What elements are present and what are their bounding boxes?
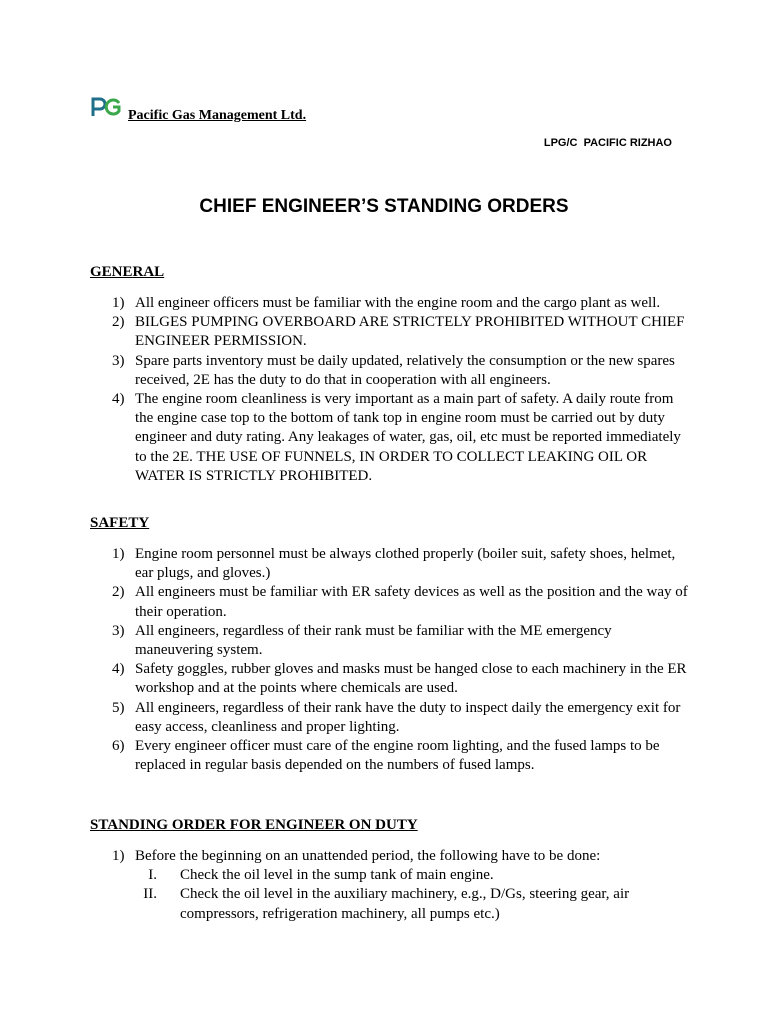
list-item bbox=[90, 294, 690, 313]
item-number: 1) bbox=[112, 295, 125, 311]
item-text: BILGES PUMPING OVERBOARD ARE STRICTELY PROHIBITED WITHOUT CHIEF ENGINEER PERMISSION. bbox=[135, 314, 685, 350]
item-text: The engine room cleanliness is very important as a main part of safety. A daily route from the engine case top to the bottom of tank top in engine room must be carried out by duty engineer and duty rating. Any leakages of water, gas, oil, etc must be reported immediately to the 2E. THE USE OF FUNNELS, IN ORDER TO COLLECT LEAKING OIL OR WATER IS STRICTLY PROHIBITED. bbox=[135, 391, 681, 484]
list-item bbox=[90, 622, 690, 660]
item-text: Every engineer officer must care of the engine room lighting, and the fused lamps to be replaced in regular basis depended on the numbers of fused lamps. bbox=[135, 738, 660, 774]
list-item bbox=[90, 352, 690, 390]
sub-list-item bbox=[135, 866, 690, 885]
item-number: 4) bbox=[112, 391, 125, 408]
item-text: Spare parts inventory must be daily updated, relatively the consumption or the new spares received, 2E has the duty to do that in cooperation with all engineers. bbox=[135, 352, 675, 388]
list-item bbox=[90, 737, 690, 775]
sub-item-number: I. bbox=[148, 867, 157, 884]
section-heading-safety: SAFETY bbox=[90, 515, 150, 531]
item-text: All engineers, regardless of their rank must be familiar with the ME emergency maneuvering system. bbox=[135, 622, 612, 659]
item-number: 6) bbox=[112, 738, 125, 755]
section-heading-duty: STANDING ORDER FOR ENGINEER ON DUTY bbox=[90, 817, 418, 833]
item-number: 3) bbox=[112, 622, 125, 639]
list-item bbox=[90, 313, 690, 351]
general-list bbox=[90, 294, 690, 486]
sub-item-text: Check the oil level in the auxiliary machinery, e.g., D/Gs, steering gear, air compressors, refrigeration machinery, all pumps etc.) bbox=[180, 886, 630, 922]
item-text: All engineer officers must be familiar with the engine room and the cargo plant as well. bbox=[135, 295, 661, 311]
sub-list bbox=[135, 866, 690, 924]
document-title: CHIEF ENGINEER’S STANDING ORDERS bbox=[199, 196, 569, 217]
item-number: 2) bbox=[112, 584, 125, 601]
sub-item-number: II. bbox=[143, 886, 157, 903]
item-number: 5) bbox=[112, 699, 125, 716]
list-item bbox=[90, 545, 690, 583]
company-name: Pacific Gas Management Ltd. bbox=[128, 108, 307, 123]
section-heading-general: GENERAL bbox=[90, 264, 165, 280]
item-number: 4) bbox=[112, 661, 125, 678]
item-number: 3) bbox=[112, 352, 125, 369]
vessel-name: LPG/C PACIFIC RIZHAO bbox=[543, 137, 672, 149]
item-text: Before the beginning on an unattended period, the following have to be done: bbox=[135, 848, 601, 864]
duty-list bbox=[90, 847, 690, 924]
list-item bbox=[90, 847, 690, 924]
item-number: 1) bbox=[112, 546, 125, 562]
item-text: Safety goggles, rubber gloves and masks must be hanged close to each machinery in the ER workshop and at the points where chemicals are used. bbox=[135, 661, 687, 697]
list-item bbox=[90, 699, 690, 737]
item-text: All engineers, regardless of their rank have the duty to inspect daily the emergency exit for easy access, cleanliness and proper lighting. bbox=[135, 699, 681, 735]
item-number: 2) bbox=[112, 314, 125, 331]
item-text: All engineers must be familiar with ER safety devices as well as the position and the way of their operation. bbox=[135, 584, 688, 620]
list-item bbox=[90, 583, 690, 621]
company-logo bbox=[90, 96, 122, 118]
sub-list-item bbox=[135, 885, 690, 923]
item-text: Engine room personnel must be always clothed properly (boiler suit, safety shoes, helmet, ear plugs, and gloves.) bbox=[135, 546, 676, 582]
list-item bbox=[90, 390, 690, 486]
sub-item-text: Check the oil level in the sump tank of main engine. bbox=[180, 867, 494, 884]
list-item bbox=[90, 660, 690, 698]
item-number: 1) bbox=[112, 848, 125, 864]
safety-list bbox=[90, 545, 690, 775]
